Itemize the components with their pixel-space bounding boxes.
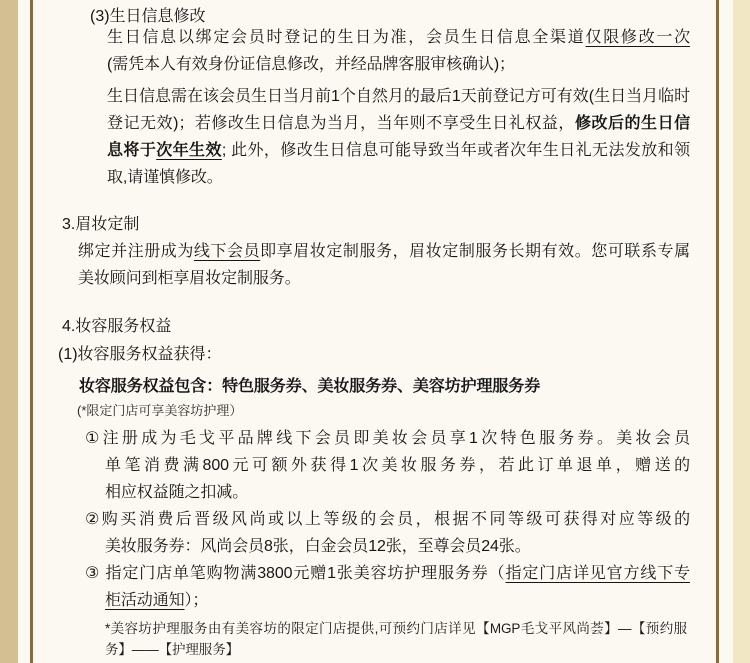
text-line xyxy=(107,164,690,191)
beauty-service-subheading: (1)妆容服务权益获得： xyxy=(58,346,222,363)
text-segment: 即享眉妆定制服务，眉妆定制服务长期有效。您可联系专属 xyxy=(260,243,690,260)
text-segment: 仅限修改一次 xyxy=(585,29,690,46)
brow-custom-heading: 3.眉妆定制 xyxy=(62,216,140,233)
text-segment: 次年生效 xyxy=(156,142,222,159)
text-segment: 务】——【护理服务】 xyxy=(105,642,239,657)
text-line xyxy=(78,265,690,292)
text-segment: ; 此外，修改生日信息可能导致当年或者次年生日礼无法发放和领 xyxy=(221,142,690,159)
text-segment: 单笔消费满800元可额外获得1次美妆服务券，若此订单退单，赠送的 xyxy=(105,457,690,474)
beauty-store-note: (*限定门店可享美容坊护理） xyxy=(77,403,243,418)
text-line xyxy=(107,137,690,164)
right-vertical-rule xyxy=(716,0,719,663)
text-segment: ②购买消费后晋级风尚或以上等级的会员，根据不同等级可获得对应等级的 xyxy=(85,511,690,528)
text-segment: 妆容服务权益包含：特色服务券、美妆服务券、美容坊护理服务券 xyxy=(79,378,541,395)
left-vertical-rule xyxy=(30,0,33,663)
text-line xyxy=(107,51,690,78)
right-edge-strip xyxy=(733,0,750,663)
text-line xyxy=(105,618,687,639)
text-line xyxy=(107,24,690,51)
text-line xyxy=(85,560,690,587)
text-segment: 相应权益随之扣减。 xyxy=(105,484,249,501)
text-segment: 指定门店详见官方线下专 xyxy=(505,565,691,582)
birthday-timing-paragraph xyxy=(107,83,690,191)
text-line xyxy=(105,533,690,560)
text-segment: 绑定并注册成为 xyxy=(78,243,194,260)
text-segment: (需凭本人有效身份证信息修改，并经品牌客服审核确认)； xyxy=(107,56,515,73)
text-segment: ①注册成为毛戈平品牌线下会员即美妆会员享1次特色服务券。美妆会员 xyxy=(85,430,690,447)
text-segment: *美容坊护理服务由有美容坊的限定门店提供,可预约门店详见【MGP毛戈平风尚荟】—【预约服 xyxy=(105,621,687,636)
text-line xyxy=(107,110,690,137)
text-line xyxy=(105,587,690,614)
text-segment: 美妆服务券：风尚会员8张，白金会员12张，至尊会员24张。 xyxy=(105,538,531,555)
beauty-item-1 xyxy=(85,425,690,506)
text-line xyxy=(107,83,690,110)
beauty-includes-line xyxy=(79,373,690,400)
text-segment: ③ 指定门店单笔购物满3800元赠1张美容坊护理服务券（ xyxy=(85,565,506,582)
beauty-footnote xyxy=(105,618,687,660)
text-line xyxy=(85,506,690,533)
text-line xyxy=(105,639,687,660)
beauty-service-heading: 4.妆容服务权益 xyxy=(62,318,172,335)
text-segment: 息将于 xyxy=(107,142,157,159)
birthday-policy-paragraph xyxy=(107,24,690,78)
text-line xyxy=(85,425,690,452)
text-segment: 美妆顾问到柜享眉妆定制服务。 xyxy=(78,270,301,287)
text-segment: 生日信息需在该会员生日当月前1个自然月的最后1天前登记方可有效(生日当月临时 xyxy=(107,88,690,105)
text-line xyxy=(105,452,690,479)
text-line xyxy=(105,479,690,506)
text-line xyxy=(79,373,690,400)
birthday-edit-heading: (3)生日信息修改 xyxy=(90,8,206,25)
text-segment: 取,请谨慎修改。 xyxy=(107,169,223,186)
left-edge-strip xyxy=(0,0,18,663)
text-segment: 柜活动通知 xyxy=(105,592,185,609)
text-segment: 修改后的生日信 xyxy=(574,115,690,132)
beauty-item-3 xyxy=(85,560,690,614)
text-segment: ）； xyxy=(184,592,209,609)
beauty-item-2 xyxy=(85,506,690,560)
text-line xyxy=(78,238,690,265)
text-segment: 线下会员 xyxy=(193,243,261,260)
text-segment: 生日信息以绑定会员时登记的生日为准，会员生日信息全渠道 xyxy=(107,29,586,46)
brow-custom-paragraph xyxy=(78,238,690,292)
text-segment: 登记无效)；若修改生日信息为当月，当年则不享受生日礼权益， xyxy=(107,115,575,132)
